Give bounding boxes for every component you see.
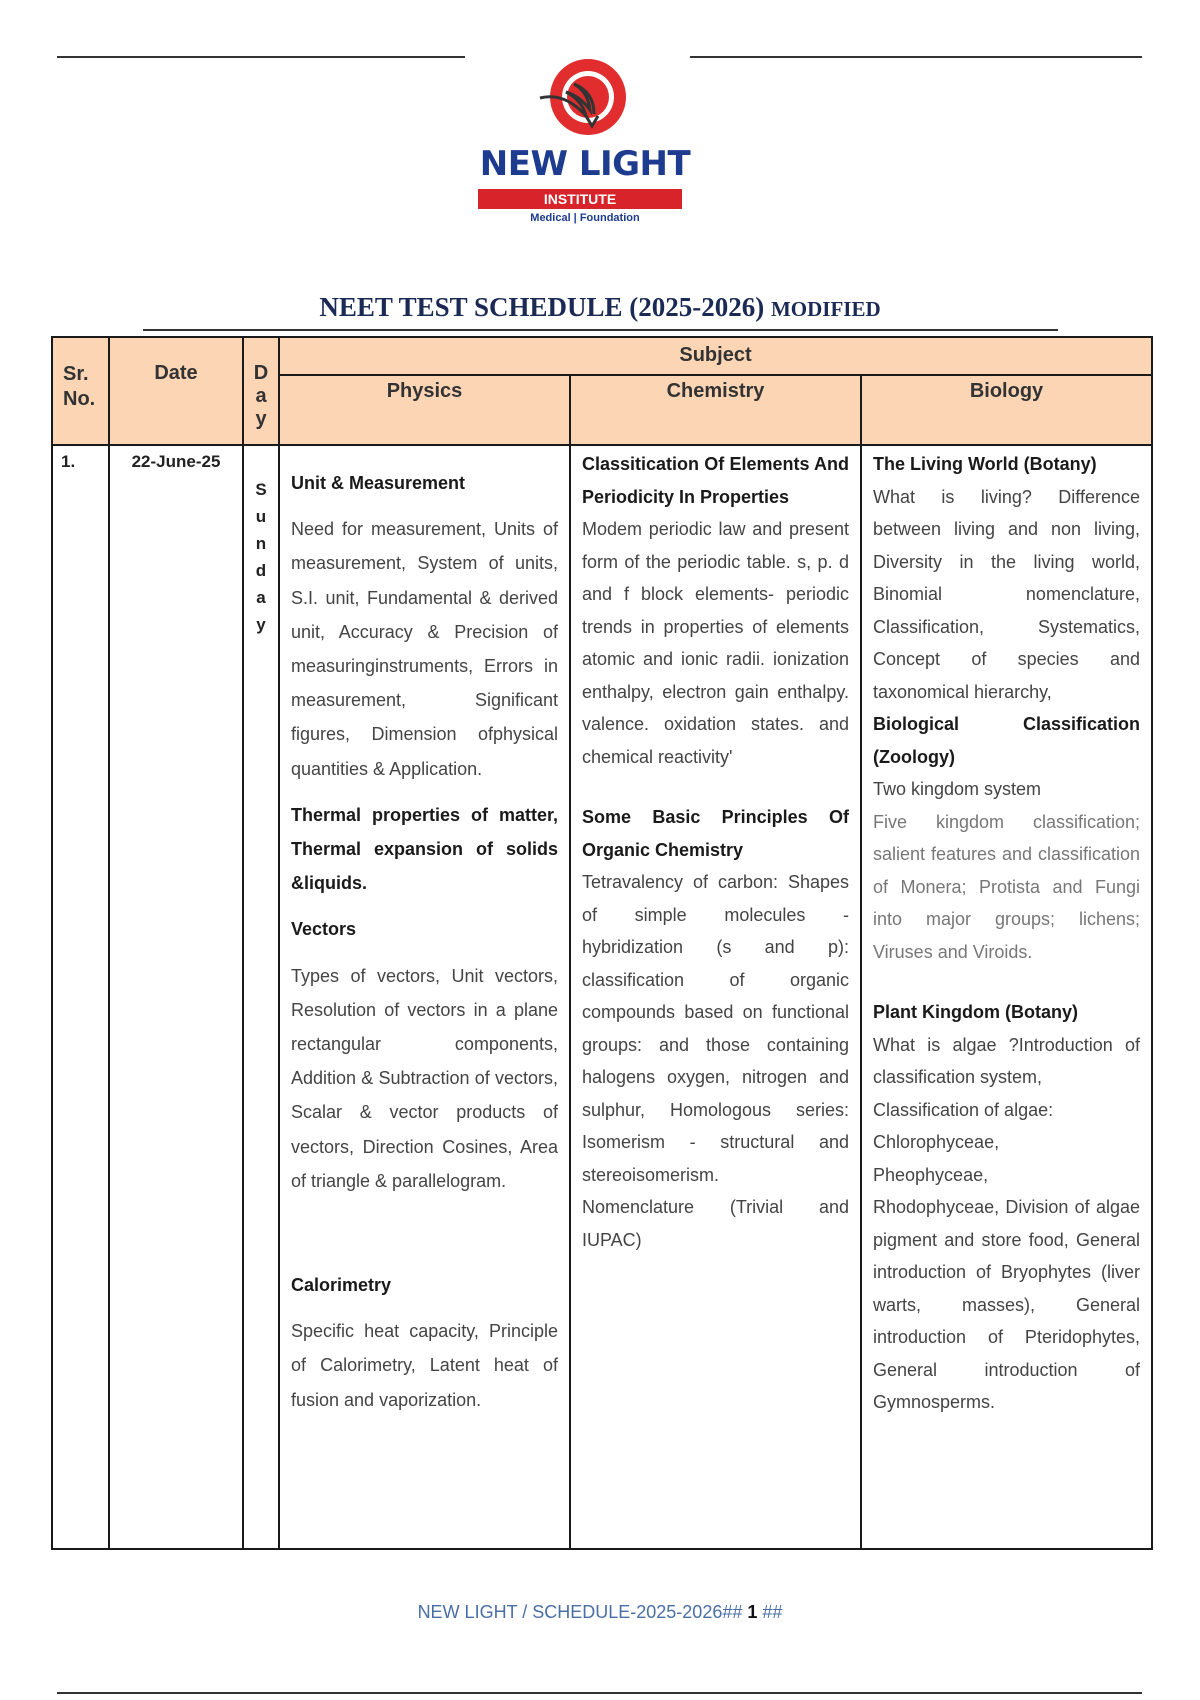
cell-date: 22-June-25 bbox=[109, 445, 243, 1549]
biology-topic-text: Chlorophyceae, bbox=[873, 1132, 1000, 1152]
footer-prefix: NEW LIGHT / SCHEDULE-2025-2026## bbox=[417, 1602, 748, 1622]
header-rule-right bbox=[690, 56, 1142, 58]
physics-topic-text: Need for measurement, Units of measurement, System of units, S.I. unit, Fundamental & derived unit, Accuracy & Precision of measuringinstruments, Errors in measurement, Significant figures, Dimension ofphysical quantities & Application. bbox=[291, 519, 558, 779]
brand-tagline: Medical | Foundation bbox=[530, 212, 640, 224]
biology-topic-heading: The Living World (Botany) bbox=[873, 454, 1097, 474]
day-letter: d bbox=[255, 561, 267, 580]
physics-topic-text: Types of vectors, Unit vectors, Resolution of vectors in a plane rectangular components, Addition & Subtraction of vectors, Scalar & vector products of vectors, Direction Cosines, Area of triangle & parallelogram. bbox=[291, 965, 558, 1191]
physics-topic-heading: Thermal properties of matter, Thermal expansion of solids &liquids. bbox=[291, 804, 558, 894]
biology-topic-text: What is algae ?Introduction of classification system, bbox=[873, 1034, 1140, 1087]
title-modifier: MODIFIED bbox=[770, 297, 881, 321]
institute-logo bbox=[470, 52, 700, 232]
day-letter: y bbox=[256, 615, 266, 634]
page-title bbox=[0, 292, 1200, 323]
header-date: Date bbox=[109, 337, 243, 445]
title-main: NEET TEST SCHEDULE (2025-2026) bbox=[319, 292, 771, 322]
logo-emblem-icon bbox=[470, 52, 700, 142]
header-day bbox=[243, 337, 279, 445]
cell-day bbox=[243, 445, 279, 1549]
cell-physics bbox=[279, 445, 570, 1549]
day-letter: n bbox=[255, 534, 267, 553]
footer-rule bbox=[57, 1692, 1142, 1694]
page-footer bbox=[0, 1602, 1200, 1623]
header-day-letter: D bbox=[253, 362, 269, 384]
chemistry-topic-text: Tetravalency of carbon: Shapes of simple molecules -hybridization (s and p): classification of organic compounds based on functional groups: and those containing halogens oxygen, nitrogen and sulphur, Homologous series: Isomerism - structural and stereoisomerism. bbox=[582, 872, 849, 1185]
chemistry-topic-heading: Some Basic Principles Of Organic Chemistry bbox=[582, 807, 849, 860]
cell-chemistry bbox=[570, 445, 861, 1549]
header-rule-left bbox=[57, 56, 465, 58]
header-row-top bbox=[52, 337, 1152, 375]
biology-topic-heading: Biological Classification (Zoology) bbox=[873, 714, 1140, 767]
biology-topic-text: Rhodophyceae, Division of algae pigment and store food, General introduction of Bryophytes (liver warts, masses), General introduction of Pteridophytes, General introduction of Gymnosperms. bbox=[873, 1197, 1140, 1412]
header-sr-no: Sr. No. bbox=[52, 337, 109, 445]
footer-suffix: ## bbox=[757, 1602, 783, 1622]
footer-page-number: 1 bbox=[747, 1602, 758, 1622]
title-underline bbox=[143, 329, 1058, 331]
day-letter: S bbox=[255, 480, 267, 499]
physics-topic-text: Specific heat capacity, Principle of Calorimetry, Latent heat of fusion and vaporization. bbox=[291, 1321, 558, 1410]
header-day-letter: y bbox=[255, 408, 267, 430]
chemistry-topic-heading: Classitication Of Elements And Periodicity In Properties bbox=[582, 454, 849, 507]
cell-sr-no: 1. bbox=[52, 445, 109, 1549]
biology-topic-text: Classification of algae: bbox=[873, 1099, 1054, 1120]
header-biology: Biology bbox=[861, 375, 1152, 445]
schedule-table bbox=[51, 336, 1153, 1550]
day-letter: a bbox=[256, 588, 266, 607]
physics-topic-heading: Vectors bbox=[291, 919, 357, 940]
biology-topic-text: What is living? Difference between living and non living, Diversity in the living world, Binomial nomenclature, Classification, Systematics, Concept of species and taxonomical hierarchy, bbox=[873, 486, 1140, 702]
cell-biology bbox=[861, 445, 1152, 1549]
chemistry-topic-text: Nomenclature (Trivial and IUPAC) bbox=[582, 1197, 849, 1250]
header-day-letter: a bbox=[255, 385, 267, 407]
physics-topic-heading: Calorimetry bbox=[291, 1275, 392, 1296]
biology-topic-text: Five kingdom classification; salient features and classification of Monera; Protista and Fungi into major groups; lichens; Viruses and Viroids. bbox=[873, 811, 1140, 962]
brand-name: NEW LIGHT bbox=[479, 144, 691, 184]
header-chemistry: Chemistry bbox=[570, 375, 861, 445]
table-row bbox=[52, 445, 1152, 1549]
biology-topic-heading: Plant Kingdom (Botany) bbox=[873, 1002, 1078, 1022]
day-letter: u bbox=[255, 507, 267, 526]
physics-topic-heading: Unit & Measurement bbox=[291, 473, 466, 493]
header-physics: Physics bbox=[279, 375, 570, 445]
institute-band: INSTITUTE bbox=[478, 189, 682, 209]
chemistry-topic-text: Modem periodic law and present form of the periodic table. s, p. d and f block elements- periodic trends in properties of elements atomic and ionic radii. ionization enthalpy, electron gain enthalpy. valence. oxidation states. and chemical reactivity' bbox=[582, 519, 849, 767]
header-subject: Subject bbox=[279, 337, 1152, 375]
biology-topic-text: Two kingdom system bbox=[873, 779, 1042, 799]
biology-topic-text: Pheophyceae, bbox=[873, 1164, 989, 1185]
